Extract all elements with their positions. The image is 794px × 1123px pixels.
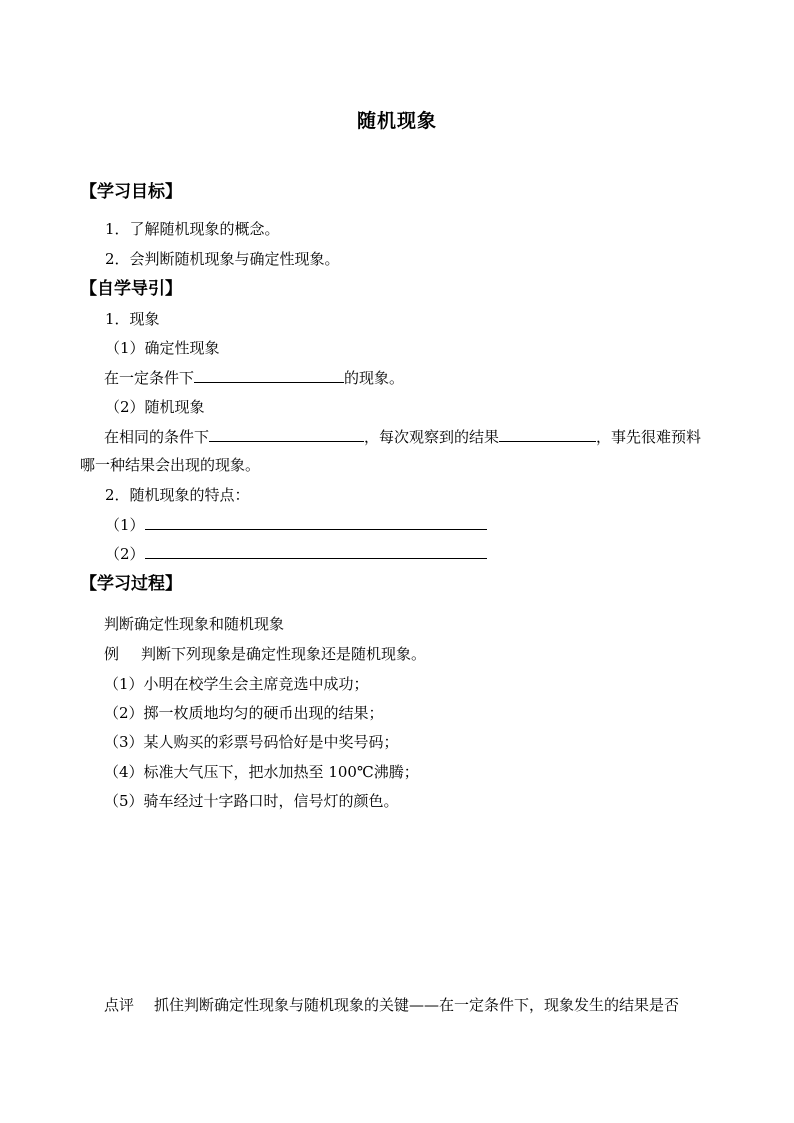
process-heading: 【学习过程】 xyxy=(80,574,182,594)
guide-sub-2-text-b: ，每次观察到的结果 xyxy=(364,428,500,446)
example-line xyxy=(104,644,426,664)
guide-sub-2: （2）随机现象 xyxy=(105,398,205,416)
guide-item-2: 2．随机现象的特点： xyxy=(105,486,250,504)
guide-sub-1-text-b: 的现象。 xyxy=(344,369,405,387)
feature-1-label: （1） xyxy=(105,516,145,534)
feature-line-2 xyxy=(105,543,487,564)
guide-sub-1-text-a: 在一定条件下 xyxy=(104,369,195,387)
example-item-1: （1）小明在校学生会主席竞选中成功； xyxy=(104,675,369,693)
guide-sub-1-text xyxy=(104,367,404,388)
example-item-5: （5）骑车经过十字路口时，信号灯的颜色。 xyxy=(104,792,399,810)
fill-blank-4[interactable] xyxy=(145,514,487,530)
guide-sub-2-text-c: ，事先很难预料 xyxy=(596,428,702,446)
example-item-3: （3）某人购买的彩票号码恰好是中奖号码； xyxy=(104,733,399,751)
example-label: 例 xyxy=(104,645,120,663)
example-item-4: （4）标准大气压下，把水加热至 100℃沸腾； xyxy=(104,763,419,781)
guide-sub-2-text xyxy=(104,426,701,447)
example-text: 判断下列现象是确定性现象还是随机现象。 xyxy=(141,645,427,663)
process-topic: 判断确定性现象和随机现象 xyxy=(104,615,285,633)
comment-line xyxy=(104,995,679,1015)
goals-heading: 【学习目标】 xyxy=(80,182,182,202)
guide-heading: 【自学导引】 xyxy=(80,279,182,299)
goal-item-2: 2．会判断随机现象与确定性现象。 xyxy=(105,250,340,268)
example-item-2: （2）掷一枚质地均匀的硬币出现的结果； xyxy=(104,704,384,722)
fill-blank-5[interactable] xyxy=(145,543,487,559)
comment-text: 抓住判断确定性现象与随机现象的关键——在一定条件下，现象发生的结果是否 xyxy=(154,996,680,1014)
guide-item-1: 1．现象 xyxy=(105,310,160,328)
fill-blank-1[interactable] xyxy=(194,367,344,383)
guide-sub-2-text-a: 在相同的条件下 xyxy=(104,428,210,446)
fill-blank-3[interactable] xyxy=(499,426,596,442)
feature-2-label: （2） xyxy=(105,545,145,563)
fill-blank-2[interactable] xyxy=(209,426,364,442)
page-title: 随机现象 xyxy=(356,110,437,132)
guide-sub-2-text-cont: 哪一种结果会出现的现象。 xyxy=(80,456,261,474)
feature-line-1 xyxy=(105,514,487,535)
goal-item-1: 1．了解随机现象的概念。 xyxy=(105,220,280,238)
comment-label: 点评 xyxy=(104,996,135,1014)
guide-sub-1: （1）确定性现象 xyxy=(105,339,220,357)
